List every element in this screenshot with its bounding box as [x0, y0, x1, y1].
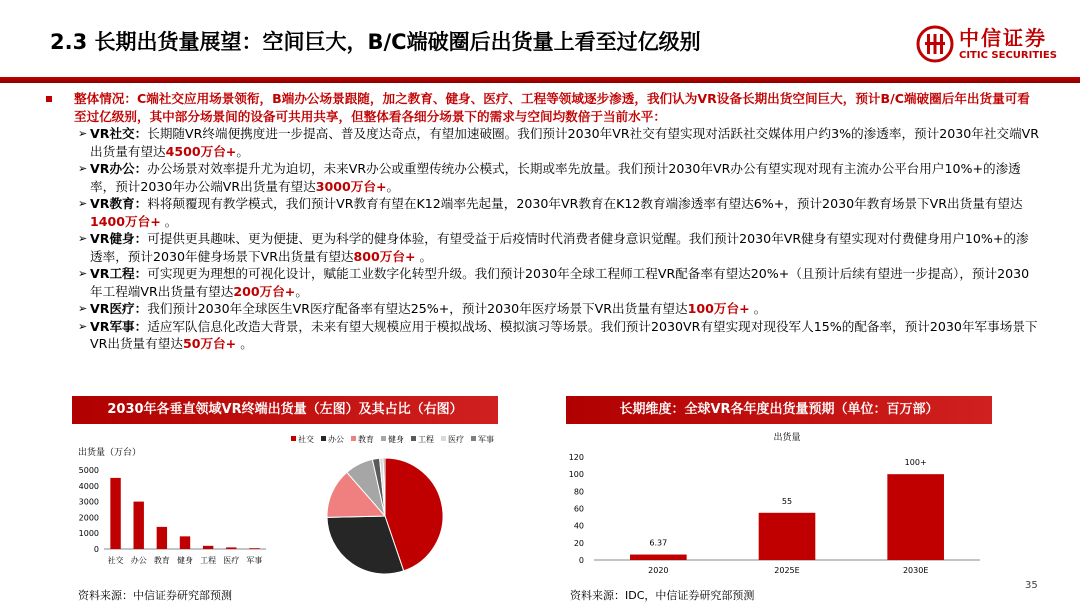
- data-label: 6.37: [649, 538, 668, 548]
- right-panel-title: 长期维度：全球VR各年度出货量预期（单位：百万部）: [566, 396, 992, 424]
- item-text: 料将颠覆现有教学模式，我们预计VR教育有望在K12端率先起量，2030年VR教育在K12教育端渗透率有望达6%+，预计2030年教育场景下VR出货量有望达: [147, 196, 1023, 211]
- vertical-share-pie-chart: [285, 430, 515, 580]
- bar: [887, 474, 944, 560]
- item-label: VR教育：: [90, 196, 148, 211]
- arrow-bullet-icon: ➢: [78, 267, 88, 280]
- list-item: [40, 318, 1040, 353]
- item-tail: 。: [236, 336, 253, 351]
- item-tail: 。: [749, 301, 767, 316]
- y-tick-label: 60: [573, 504, 584, 514]
- legend-swatch: [381, 436, 386, 441]
- y-tick-label: 4000: [78, 481, 99, 491]
- chart-title: 出货量（万台）: [78, 448, 142, 458]
- item-text: 适应军队信息化改造大背景，未来有望大规模应用于模拟战场、模拟演习等场景。我们预计2030VR有望实现对现役军人15%的配备率，预计2030年军事场景下VR出货量有望达: [90, 318, 1038, 351]
- right-source-note: 资料来源：IDC，中信证券研究部预测: [570, 589, 755, 602]
- item-highlight: 3000万台+: [315, 178, 387, 194]
- legend-label: 教育: [358, 435, 374, 444]
- logo-text-en: CITIC SECURITIES: [959, 50, 1057, 61]
- summary-paragraph: [40, 90, 1040, 125]
- x-tick-label: 医疗: [223, 556, 240, 565]
- list-item: [40, 265, 1040, 300]
- bar: [203, 546, 213, 549]
- x-tick-label: 2020: [648, 566, 669, 575]
- data-label: 55: [781, 496, 793, 506]
- body-text: [40, 90, 1040, 353]
- x-tick-label: 工程: [200, 556, 217, 565]
- legend-swatch: [411, 436, 416, 441]
- legend-label: 医疗: [448, 435, 464, 444]
- summary-lead: 整体情况：C端社交应用场景领衔，B端办公场景跟随，加之教育、健身、医疗、工程等领域逐步渗透，我们认为VR设备长期出货空间巨大，预计B/C端破圈后年出货量可看至过亿级别，其中部分场景间的设备可共用共享，但整体看各细分场景下的需求与空间均数倍于当前水平：: [74, 91, 1030, 124]
- page-title: 2.3 长期出货量展望：空间巨大，B/C端破圈后出货量上看至过亿级别: [50, 30, 701, 54]
- legend-label: 健身: [388, 435, 404, 444]
- bar: [134, 502, 144, 549]
- x-tick-label: 军事: [246, 556, 263, 565]
- item-tail: 。: [295, 283, 308, 299]
- item-highlight: 200万台+: [233, 283, 296, 299]
- list-item: [40, 160, 1040, 195]
- item-highlight: 4500万台+: [165, 143, 237, 159]
- list-item: [40, 195, 1040, 230]
- slide-header: [0, 0, 1080, 82]
- item-label: VR军事：: [90, 318, 148, 334]
- bar: [110, 478, 120, 549]
- y-tick-label: 5000: [78, 466, 99, 475]
- list-item: [40, 300, 1040, 318]
- legend-swatch: [441, 436, 446, 441]
- bar: [180, 536, 190, 549]
- logo-text-cn: 中信证券: [959, 26, 1047, 50]
- item-tail: 。: [236, 143, 249, 159]
- left-source-note: 资料来源：中信证券研究部预测: [78, 589, 232, 602]
- arrow-bullet-icon: ➢: [78, 232, 88, 245]
- vertical-shipments-bar-chart: [70, 430, 270, 580]
- bar: [759, 513, 816, 560]
- bar: [226, 547, 236, 549]
- y-tick-label: 100: [568, 470, 584, 480]
- y-tick-label: 40: [573, 521, 584, 531]
- legend-swatch: [291, 436, 296, 441]
- x-tick-label: 2030E: [902, 566, 929, 575]
- item-highlight: 1400万台+: [90, 213, 161, 229]
- arrow-bullet-icon: ➢: [78, 162, 88, 175]
- page-number: 35: [1025, 580, 1038, 591]
- y-tick-label: 2000: [78, 513, 99, 523]
- legend-swatch: [471, 436, 476, 441]
- bar: [249, 548, 259, 549]
- y-tick-label: 20: [573, 538, 584, 548]
- item-text: 可实现更为理想的可视化设计，赋能工业数字化转型升级。我们预计2030年全球工程师工程VR配备率有望达20%+（且预计后续有望进一步提高），预计2030年工程端VR出货量有望达: [90, 266, 1030, 299]
- legend-label: 军事: [478, 435, 494, 444]
- item-label: VR医疗：: [90, 301, 148, 316]
- y-tick-label: 1000: [78, 529, 99, 539]
- item-label: VR工程：: [90, 266, 148, 281]
- left-panel-title: 2030年各垂直领域VR终端出货量（左图）及其占比（右图）: [72, 396, 498, 424]
- x-tick-label: 社交: [107, 556, 124, 565]
- item-list: [40, 125, 1040, 353]
- bar: [630, 555, 687, 560]
- y-tick-label: 0: [93, 545, 99, 554]
- bar: [157, 527, 167, 549]
- item-highlight: 800万台+: [353, 248, 416, 264]
- square-bullet-icon: [46, 96, 52, 102]
- item-label: VR办公：: [90, 161, 148, 176]
- y-tick-label: 120: [568, 453, 584, 462]
- list-item: [40, 230, 1040, 265]
- y-tick-label: 0: [578, 556, 584, 565]
- legend-swatch: [321, 436, 326, 441]
- legend-label: 工程: [418, 435, 434, 444]
- item-text: 长期随VR终端便携度进一步提高、普及度达奇点，有望加速破圈。我们预计2030年VR社交有望实现对活跃社交媒体用户约3%的渗透率，预计2030年社交端VR出货量有望达: [90, 126, 1040, 159]
- x-tick-label: 健身: [177, 556, 193, 565]
- item-tail: 。: [386, 178, 400, 194]
- item-tail: 。: [160, 213, 178, 229]
- item-highlight: 50万台+: [182, 336, 237, 351]
- x-tick-label: 办公: [130, 556, 147, 565]
- chart-title: 出货量: [773, 433, 801, 443]
- annual-shipments-bar-chart: [560, 430, 990, 580]
- data-label: 100+: [904, 458, 927, 468]
- item-text: 可提供更具趣味、更为便捷、更为科学的健身体验，有望受益于后疫情时代消费者健身意识觉醒。我们预计2030年VR健身有望实现对付费健身用户10%+的渗透率，预计2030年健身场景下VR出货量有望达: [90, 231, 1029, 264]
- legend-label: 办公: [328, 435, 344, 444]
- item-tail: 。: [415, 248, 433, 264]
- arrow-bullet-icon: ➢: [78, 197, 88, 210]
- item-text: 我们预计2030年全球医生VR医疗配备率有望达25%+，预计2030年医疗场景下VR出货量有望达: [147, 301, 688, 316]
- list-item: [40, 125, 1040, 160]
- item-highlight: 100万台+: [687, 301, 750, 316]
- header-divider: [0, 77, 1080, 83]
- y-tick-label: 3000: [78, 497, 99, 507]
- arrow-bullet-icon: ➢: [78, 319, 88, 333]
- x-tick-label: 教育: [153, 556, 170, 565]
- arrow-bullet-icon: ➢: [78, 127, 88, 140]
- item-label: VR健身：: [90, 231, 148, 246]
- legend-swatch: [351, 436, 356, 441]
- item-text: 办公场景对效率提升尤为迫切，未来VR办公或重塑传统办公模式，长期或率先放量。我们预计2030年VR办公有望实现对现有主流办公平台用户10%+的渗透率，预计2030年办公端VR出货量有望达: [90, 161, 1021, 194]
- arrow-bullet-icon: ➢: [78, 302, 88, 315]
- citic-logo-icon: [915, 24, 955, 64]
- y-tick-label: 80: [573, 487, 584, 497]
- legend-label: 社交: [298, 435, 314, 444]
- citic-logo: [915, 22, 1065, 68]
- x-tick-label: 2025E: [774, 566, 800, 575]
- item-label: VR社交：: [90, 126, 148, 141]
